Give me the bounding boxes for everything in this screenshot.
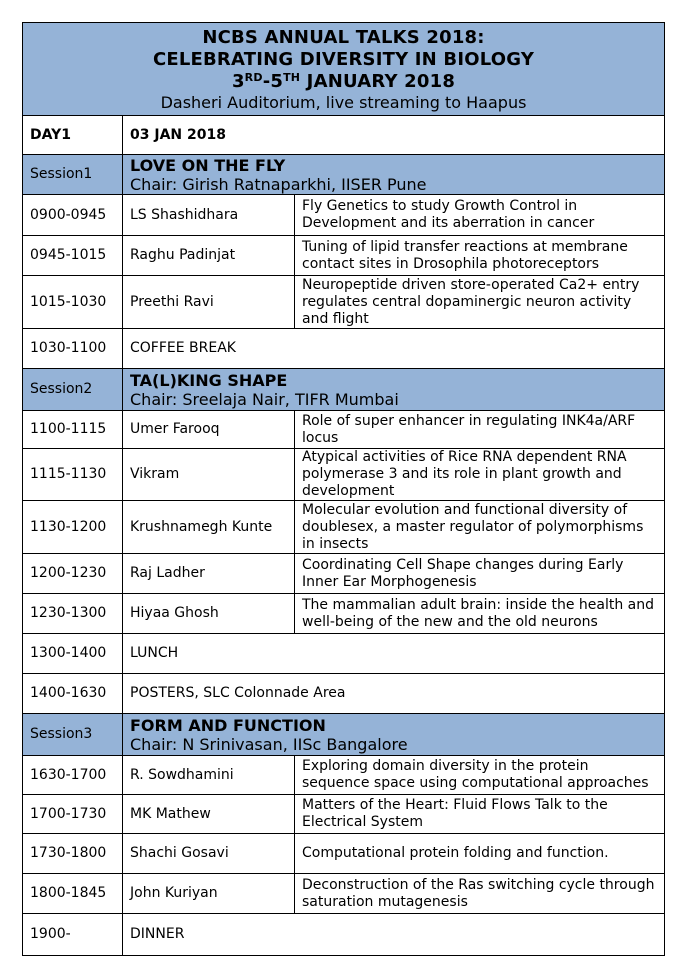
talk-speaker: LS Shashidhara [123,195,295,236]
session-label: Session3 [23,714,123,756]
talk-time: 1115-1130 [23,449,123,501]
talk-title: Exploring domain diversity in the protein sequence space using computational approaches [295,756,665,795]
talk-row [23,756,665,795]
date-month-year: JANUARY 2018 [300,71,456,92]
talk-row [23,501,665,554]
talk-title: Matters of the Heart: Fluid Flows Talk to the Electrical System [295,795,665,834]
session-row [23,369,665,411]
talk-speaker: Preethi Ravi [123,276,295,329]
talk-row [23,236,665,276]
session-title: LOVE ON THE FLY [130,155,286,175]
session-label: Session1 [23,155,123,195]
session-info [123,369,665,411]
session-chair: Chair: N Srinivasan, IISc Bangalore [130,734,408,754]
talk-time: 1230-1300 [23,594,123,634]
talk-speaker: Shachi Gosavi [123,834,295,874]
talk-row [23,195,665,236]
break-row [23,914,665,956]
talk-speaker: R. Sowdhamini [123,756,295,795]
talk-time: 1800-1845 [23,874,123,914]
break-row [23,674,665,714]
talk-row [23,411,665,449]
day-label: DAY1 [23,116,123,155]
header-title-line1: NCBS ANNUAL TALKS 2018: [202,27,485,48]
talk-row [23,554,665,594]
talk-time: 1130-1200 [23,501,123,554]
session-chair: Chair: Sreelaja Nair, TIFR Mumbai [130,389,399,409]
break-time: 1900- [23,914,123,956]
talk-row [23,276,665,329]
talk-title: Atypical activities of Rice RNA dependent RNA polymerase 3 and its role in plant growth and development [295,449,665,501]
talk-time: 1100-1115 [23,411,123,449]
day-date: 03 JAN 2018 [123,116,665,155]
header-cell [23,23,665,116]
talk-row [23,795,665,834]
day-row [23,116,665,155]
talk-title: Tuning of lipid transfer reactions at membrane contact sites in Drosophila photoreceptors [295,236,665,276]
schedule-table [22,22,665,956]
break-label: LUNCH [123,634,665,674]
talk-time: 1200-1230 [23,554,123,594]
break-label: POSTERS, SLC Colonnade Area [123,674,665,714]
talk-title: Neuropeptide driven store-operated Ca2+ entry regulates central dopaminergic neuron activity and flight [295,276,665,329]
talk-row [23,874,665,914]
session-title: FORM AND FUNCTION [130,715,326,735]
talk-row [23,834,665,874]
talk-title: Role of super enhancer in regulating INK4a/ARF locus [295,411,665,449]
talk-speaker: Hiyaa Ghosh [123,594,295,634]
talk-time: 0945-1015 [23,236,123,276]
talk-title: Coordinating Cell Shape changes during Early Inner Ear Morphogenesis [295,554,665,594]
session-info [123,714,665,756]
talk-title: The mammalian adult brain: inside the health and well-being of the new and the old neurons [295,594,665,634]
header-row [23,23,665,116]
talk-title: Deconstruction of the Ras switching cycle through saturation mutagenesis [295,874,665,914]
session-title: TA(L)KING SHAPE [130,370,288,390]
header-title-line2: CELEBRATING DIVERSITY IN BIOLOGY [152,49,535,70]
talk-speaker: Raj Ladher [123,554,295,594]
date-start-suffix: RD [244,71,263,84]
break-label: COFFEE BREAK [123,329,665,369]
talk-speaker: John Kuriyan [123,874,295,914]
session-label: Session2 [23,369,123,411]
talk-title: Fly Genetics to study Growth Control in Development and its aberration in cancer [295,195,665,236]
talk-time: 1730-1800 [23,834,123,874]
talk-speaker: Umer Farooq [123,411,295,449]
talk-time: 1630-1700 [23,756,123,795]
talk-speaker: Krushnamegh Kunte [123,501,295,554]
break-time: 1400-1630 [23,674,123,714]
date-end-suffix: TH [283,71,301,84]
talk-time: 1015-1030 [23,276,123,329]
talk-row [23,594,665,634]
session-row [23,155,665,195]
break-time: 1030-1100 [23,329,123,369]
session-info [123,155,665,195]
talk-title: Molecular evolution and functional diversity of doublesex, a master regulator of polymorphisms in insects [295,501,665,554]
session-chair: Chair: Girish Ratnaparkhi, IISER Pune [130,174,427,194]
talk-speaker: MK Mathew [123,795,295,834]
break-time: 1300-1400 [23,634,123,674]
break-row [23,329,665,369]
talk-time: 1700-1730 [23,795,123,834]
talk-time: 0900-0945 [23,195,123,236]
session-row [23,714,665,756]
break-row [23,634,665,674]
talk-title: Computational protein folding and function. [295,834,665,874]
header-venue: Dasheri Auditorium, live streaming to Haapus [160,93,527,112]
break-label: DINNER [123,914,665,956]
date-start: 3 [231,71,245,92]
date-separator: -5 [262,71,284,92]
talk-row [23,449,665,501]
talk-speaker: Raghu Padinjat [123,236,295,276]
header-dates [29,71,658,93]
talk-speaker: Vikram [123,449,295,501]
